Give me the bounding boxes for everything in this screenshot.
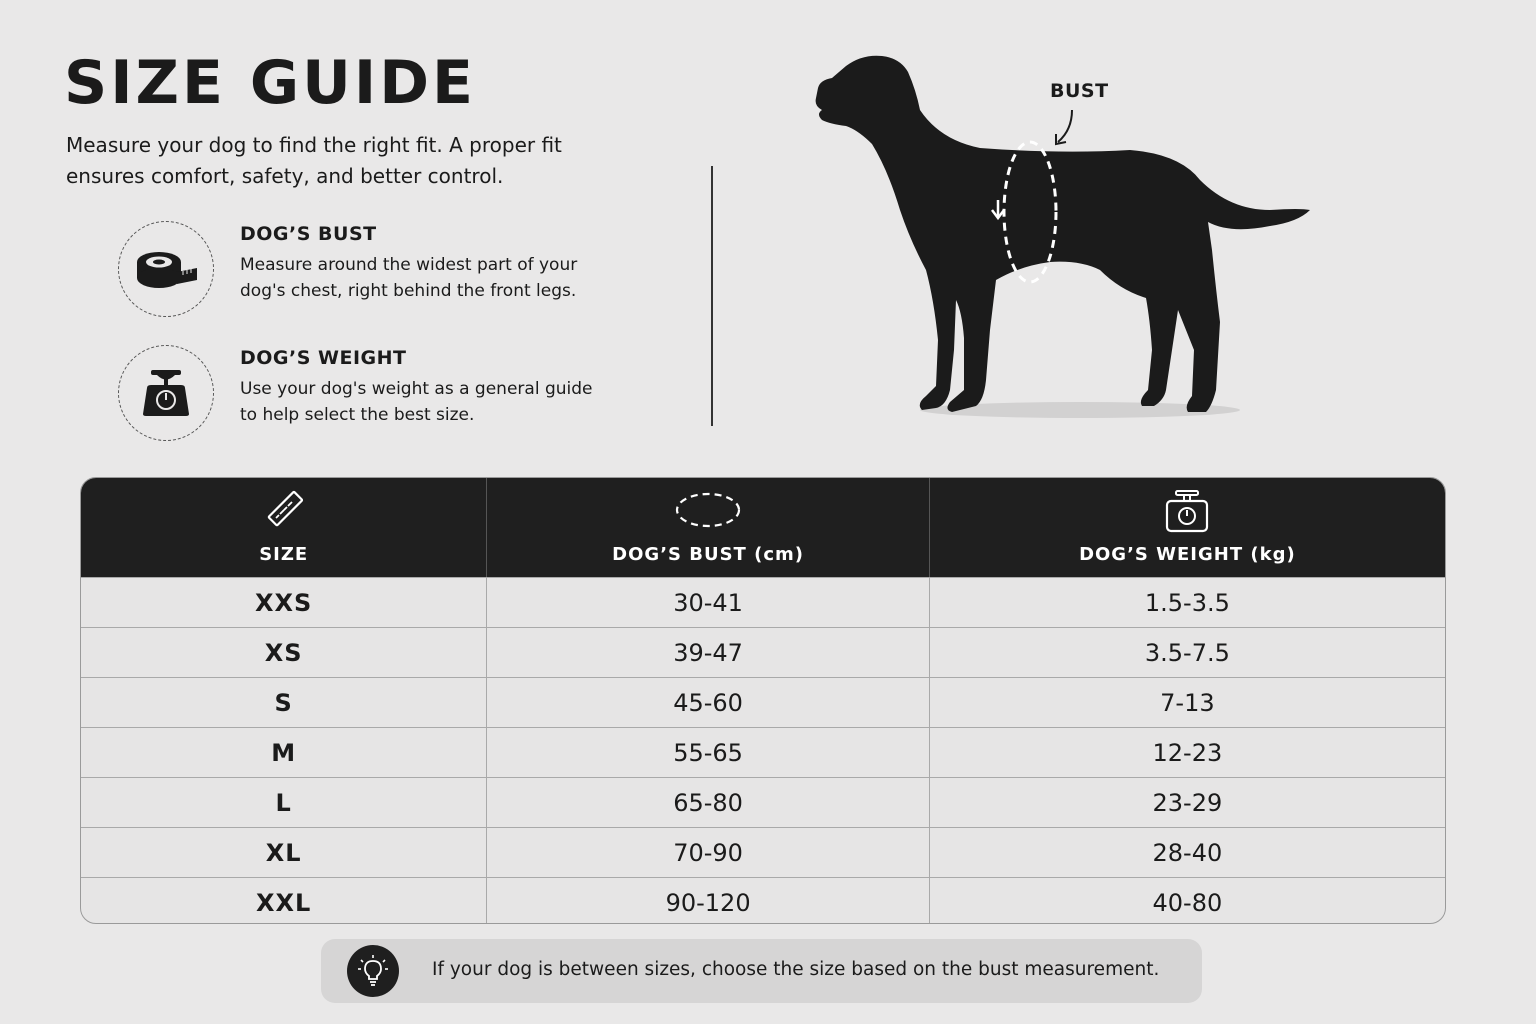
header-size <box>81 478 487 577</box>
bust-cell: 39-47 <box>487 628 929 677</box>
bust-cell: 70-90 <box>487 828 929 877</box>
tip-banner <box>321 939 1202 1003</box>
table-row <box>81 677 1445 727</box>
size-cell: L <box>81 778 487 827</box>
size-table <box>80 477 1446 924</box>
table-row <box>81 827 1445 877</box>
dashed-ellipse-icon <box>673 488 743 536</box>
header-bust <box>487 478 929 577</box>
weight-cell: 1.5-3.5 <box>1144 588 1230 617</box>
bust-cell: 90-120 <box>487 878 929 924</box>
size-cell: XXL <box>81 878 487 924</box>
table-row <box>81 877 1445 924</box>
lightbulb-icon <box>347 945 399 997</box>
size-cell: XS <box>81 628 487 677</box>
feature-bust-title: DOG’S BUST <box>240 223 377 245</box>
feature-bust <box>118 221 638 321</box>
weight-cell: 40-80 <box>1152 888 1223 917</box>
page-title: SIZE GUIDE <box>64 48 477 118</box>
scale-icon <box>1162 488 1212 538</box>
feature-weight <box>118 345 638 445</box>
table-row <box>81 777 1445 827</box>
table-row <box>81 727 1445 777</box>
dog-silhouette-illustration <box>800 50 1320 430</box>
weighing-scale-icon <box>118 345 214 441</box>
weight-cell: 28-40 <box>1152 838 1223 867</box>
feature-bust-text: Measure around the widest part of your dog's chest, right behind the front legs. <box>240 255 578 301</box>
ruler-icon <box>262 488 306 536</box>
tip-text: If your dog is between sizes, choose the size based on the bust measurement. <box>432 959 1160 980</box>
weight-cell: 3.5-7.5 <box>1144 638 1230 667</box>
measuring-tape-icon <box>118 221 214 317</box>
size-cell: S <box>81 678 487 727</box>
bust-cell: 65-80 <box>487 778 929 827</box>
weight-cell: 12-23 <box>1152 738 1223 767</box>
feature-weight-text: Use your dog's weight as a general guide to help select the best size. <box>240 379 593 425</box>
feature-weight-title: DOG’S WEIGHT <box>240 347 407 369</box>
header-weight-label: DOG’S WEIGHT (kg) <box>1079 544 1296 565</box>
table-row <box>81 627 1445 677</box>
header-bust-label: DOG’S BUST (cm) <box>612 544 804 565</box>
weight-cell: 23-29 <box>1152 788 1223 817</box>
bust-cell: 45-60 <box>487 678 929 727</box>
table-header <box>81 478 1445 577</box>
size-cell: XL <box>81 828 487 877</box>
header-weight <box>930 478 1445 577</box>
bust-cell: 30-41 <box>487 578 929 627</box>
weight-cell: 7-13 <box>1160 688 1215 717</box>
intro-text: Measure your dog to find the right fit. A proper fit ensures comfort, safety, and better control. <box>66 133 562 188</box>
table-row <box>81 577 1445 627</box>
header-size-label: SIZE <box>259 544 309 565</box>
size-cell: M <box>81 728 487 777</box>
size-cell: XXS <box>81 578 487 627</box>
bust-label: BUST <box>1050 80 1109 102</box>
bust-cell: 55-65 <box>487 728 929 777</box>
vertical-divider <box>711 166 713 426</box>
